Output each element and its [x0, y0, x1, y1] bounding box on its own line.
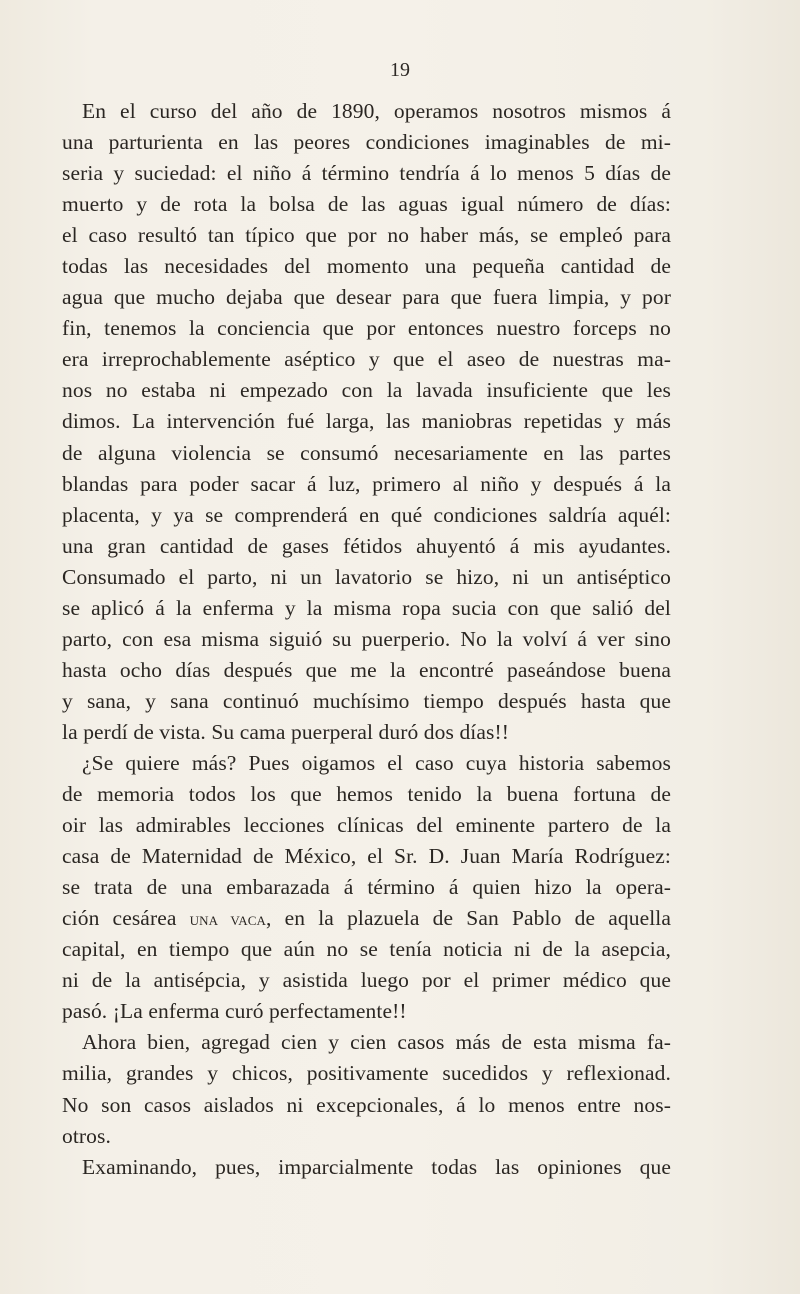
text-line: la perdí de vista. Su cama puerperal duró dos días!!	[62, 719, 509, 744]
text-line: de memoria todos los que hemos tenido la buena fortuna de	[62, 782, 671, 807]
text-line: ¿Se quiere más? Pues oigamos el caso cuya historia sabemos	[82, 750, 671, 775]
text-line: muerto y de rota la bolsa de las aguas igual número de días:	[62, 192, 671, 217]
text-line: se aplicó á la enferma y la misma ropa sucia con que salió del	[62, 595, 671, 620]
text-segment: ción cesárea	[62, 906, 177, 931]
text-line: una parturienta en las peores condiciones imaginables de mi-	[62, 130, 671, 155]
text-line: agua que mucho dejaba que desear para que fuera limpia, y por	[62, 285, 671, 310]
text-line: placenta, y ya se comprenderá en qué condiciones saldría aquél:	[62, 502, 671, 527]
text-line: otros.	[62, 1123, 111, 1148]
body-text	[62, 96, 671, 1183]
text-line: Examinando, pues, imparcialmente todas las opiniones que	[82, 1154, 671, 1179]
page-number: 19	[390, 59, 410, 81]
text-line: Consumado el parto, ni un lavatorio se hizo, ni un antiséptico	[62, 564, 671, 589]
text-line: era irreprochablemente aséptico y que el aseo de nuestras ma-	[62, 347, 671, 372]
text-line: seria y suciedad: el niño á término tendría á lo menos 5 días de	[62, 161, 671, 186]
text-line: casa de Maternidad de México, el Sr. D. Juan María Rodríguez:	[62, 844, 671, 869]
text-line: fin, tenemos la conciencia que por entonces nuestro forceps no	[62, 316, 671, 341]
text-line: dimos. La intervención fué larga, las maniobras repetidas y más	[62, 409, 671, 434]
text-line: ni de la antisépcia, y asistida luego por el primer médico que	[62, 968, 671, 993]
text-line: hasta ocho días después que me la encontré paseándose buena	[62, 657, 671, 682]
text-line: milia, grandes y chicos, positivamente sucedidos y reflexionad.	[62, 1061, 671, 1086]
text-line: parto, con esa misma siguió su puerperio. No la volví á ver sino	[62, 626, 671, 651]
text-line: pasó. ¡La enferma curó perfectamente!!	[62, 999, 407, 1024]
text-line: una gran cantidad de gases fétidos ahuyentó á mis ayudantes.	[62, 533, 671, 558]
text-line: blandas para poder sacar á luz, primero al niño y después á la	[62, 471, 671, 496]
small-caps-phrase: una vaca	[189, 909, 266, 930]
text-line: de alguna violencia se consumó necesariamente en las partes	[62, 440, 671, 465]
text-line: nos no estaba ni empezado con la lavada insuficiente que les	[62, 378, 671, 403]
text-line: el caso resultó tan típico que por no haber más, se empleó para	[62, 223, 671, 248]
text-line-with-small-caps	[62, 903, 671, 934]
text-line: y sana, y sana continuó muchísimo tiempo después hasta que	[62, 688, 671, 713]
text-line: se trata de una embarazada á término á quien hizo la opera-	[62, 875, 671, 900]
text-line: capital, en tiempo que aún no se tenía noticia ni de la asepcia,	[62, 937, 671, 962]
text-line: En el curso del año de 1890, operamos nosotros mismos á	[82, 99, 671, 123]
text-line: Ahora bien, agregad cien y cien casos más de esta misma fa-	[82, 1030, 671, 1055]
text-line: todas las necesidades del momento una pequeña cantidad de	[62, 254, 671, 279]
text-line: oir las admirables lecciones clínicas del eminente partero de la	[62, 813, 671, 838]
text-line: No son casos aislados ni excepcionales, á lo menos entre nos-	[62, 1092, 671, 1117]
text-segment: , en la plazuela de San Pablo de aquella	[265, 906, 672, 931]
